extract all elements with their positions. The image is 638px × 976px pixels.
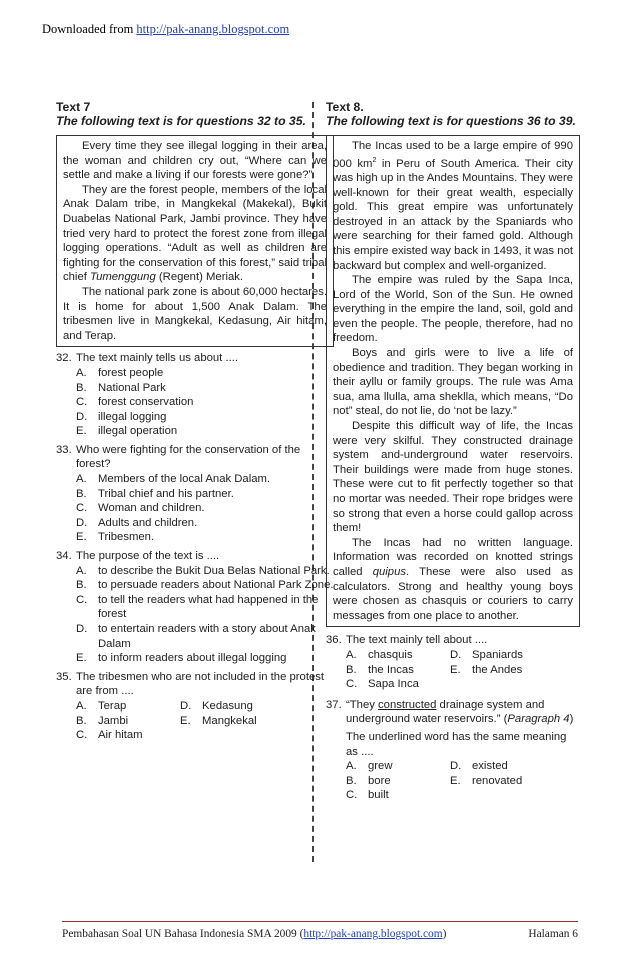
option[interactable]: C. Sapa Inca bbox=[346, 678, 419, 691]
options-33 bbox=[56, 472, 334, 545]
question-35: 35. The tribesmen who are not included in the protest are from .... A. Terap D. Kedasung B. Jambi E. Mangkekal C. Air hitam bbox=[56, 670, 334, 743]
option[interactable]: E. Tribesmen. bbox=[76, 531, 155, 544]
option[interactable]: A. Terap bbox=[76, 699, 127, 712]
option[interactable]: B. Tribal chief and his partner. bbox=[76, 487, 234, 500]
passage-paragraph: The Incas had no written language. Information was recorded on knotted strings called quipus. These were also used as calculators. Strong and healthy young boys were chosen as chasquis or couriers to carry messages from one place to another. bbox=[333, 536, 573, 622]
option[interactable]: A. Members of the local Anak Dalam. bbox=[76, 473, 271, 486]
option[interactable]: A. chasquis bbox=[346, 648, 413, 661]
question-stem: The text mainly tell about .... bbox=[346, 634, 488, 647]
option[interactable]: B. bore bbox=[346, 774, 391, 787]
left-column bbox=[56, 100, 334, 743]
question-32: 32. The text mainly tells us about .... A. forest people B. National Park C. forest conservation D. illegal logging E. illegal operation bbox=[56, 351, 334, 439]
question-33: 33. Who were fighting for the conservation of the forest? A. Members of the local Anak Dalam. B. Tribal chief and his partner. C. Woman and children. D. Adults and children. E. Tribesmen. bbox=[56, 443, 334, 545]
option[interactable]: B. Jambi bbox=[76, 714, 129, 727]
right-column bbox=[326, 100, 580, 803]
option[interactable]: B. to persuade readers about National Park Zone. bbox=[76, 579, 334, 592]
option[interactable]: A. forest people bbox=[76, 366, 164, 379]
options-35 bbox=[56, 699, 334, 743]
option[interactable]: B. the Incas bbox=[346, 663, 414, 676]
option[interactable]: A. grew bbox=[346, 760, 393, 773]
question-stem: Who were fighting for the conservation of the forest? bbox=[76, 443, 301, 471]
page-footer bbox=[62, 921, 578, 940]
text8-instruction: The following text is for questions 36 to 39. bbox=[326, 114, 576, 128]
option[interactable]: D. Spaniards bbox=[450, 648, 523, 661]
passage-paragraph: Despite this difficult way of life, the Incas were very skilful. They constructed drainage system and-underground water reservoirs. Their buildings were made from huge stones. These were cut to fit perfectly together so that no mortar was needed. Their rope bridges were so strong that even a horse could gallop across them! bbox=[333, 420, 573, 535]
option[interactable]: E. to inform readers about illegal logging bbox=[76, 652, 287, 665]
options-32 bbox=[56, 366, 334, 439]
question-prompt: The underlined word has the same meaning as .... bbox=[346, 730, 567, 758]
text8-title: Text 8. bbox=[326, 100, 364, 114]
option[interactable]: D. to entertain readers with a story about Anak Dalam bbox=[76, 623, 316, 650]
download-prefix: Downloaded from bbox=[42, 22, 137, 36]
question-stem: The purpose of the text is .... bbox=[76, 550, 220, 563]
page-number: Halaman 6 bbox=[528, 928, 578, 940]
option[interactable]: D. Kedasung bbox=[180, 699, 253, 712]
option[interactable]: C. forest conservation bbox=[76, 396, 194, 409]
passage-paragraph: Boys and girls were to live a life of obedience and tradition. They began working in their ayllu or family groups. The rule was Ama sua, ama llulla, ama sheklla, which means, “Do not” steal, do not lie, do ‘not be lazy.” bbox=[333, 347, 573, 418]
option[interactable]: E. the Andes bbox=[450, 663, 523, 676]
question-36: 36. The text mainly tell about .... A. chasquis D. Spaniards B. the Incas E. the Andes C. Sapa Inca bbox=[326, 633, 580, 691]
option[interactable]: C. Woman and children. bbox=[76, 502, 205, 515]
download-link[interactable]: http://pak-anang.blogspot.com bbox=[136, 22, 290, 36]
question-stem: The text mainly tells us about .... bbox=[76, 352, 238, 365]
footer-link[interactable]: http://pak-anang.blogspot.com bbox=[303, 928, 443, 940]
option[interactable]: D. existed bbox=[450, 760, 508, 773]
option[interactable]: C. built bbox=[346, 789, 389, 802]
options-36 bbox=[326, 648, 580, 692]
passage-paragraph: They are the forest people, members of the local Anak Dalam tribe, in Mangkekal (Makekal), Bukit Duabelas National Park, Jambi province. They have tried very hard to protect the forest zone from illegal logging operations. “Adult as well as children are fighting for the conservation of this forest,” said tribal chief Tumenggung (Regent) Meriak. bbox=[63, 183, 327, 284]
passage-paragraph: The empire was ruled by the Sapa Inca, Lord of the World, Son of the Sun. He owned everything in the empire the land, soil, gold and even the people. The people, therefore, had no freedom. bbox=[333, 274, 573, 345]
passage-paragraph: Every time they see illegal logging in their area, the woman and children cry out, “Where can we settle and make a living if our forests were gone?” bbox=[63, 140, 327, 182]
option[interactable]: B. National Park bbox=[76, 381, 166, 394]
question-stem: “They constructed drainage system and underground water reservoirs.” (Paragraph 4) bbox=[346, 698, 574, 726]
text7-passage bbox=[56, 135, 334, 347]
option[interactable]: A. to describe the Bukit Dua Belas National Park. bbox=[76, 564, 330, 577]
text8-passage bbox=[326, 135, 580, 627]
passage-paragraph: The Incas used to be a large empire of 990 000 $km^2$ in Peru of South America. Their city was high up in the Andes Mountains. They were well-known for their great wealth, especially gold. This great empire was unfortunately destroyed in an attack by the Spaniards who were searching for their famed gold. Although this empire existed way back in 1493, it was not backward but complex and well-organized. bbox=[333, 140, 574, 272]
question-37: 37. “They constructed drainage system and underground water reservoirs.” (Paragraph 4) The underlined word has the same meaning as .... A. grew D. existed B. bore E. renovated C. built bbox=[326, 698, 580, 803]
option[interactable]: C. Air hitam bbox=[76, 729, 143, 742]
passage-paragraph: The national park zone is about 60,000 hectares. It is home for about 1,500 Anak Dalam. The tribesmen live in Mangkekal, Kedasung, Air hitam, and Terap. bbox=[63, 285, 327, 342]
option[interactable]: E. Mangkekal bbox=[180, 714, 257, 727]
text7-instruction: The following text is for questions 32 to 35. bbox=[56, 114, 306, 128]
question-stem: The tribesmen who are not included in the protest are from .... bbox=[76, 670, 325, 698]
option[interactable]: E. illegal operation bbox=[76, 425, 178, 438]
option[interactable]: D. Adults and children. bbox=[76, 516, 198, 529]
options-37 bbox=[326, 759, 580, 803]
option[interactable]: E. renovated bbox=[450, 774, 523, 787]
option[interactable]: C. to tell the readers what had happened in the forest bbox=[76, 593, 319, 621]
options-34 bbox=[56, 564, 334, 666]
underlined-word: constructed bbox=[378, 698, 437, 711]
option[interactable]: D. illegal logging bbox=[76, 410, 167, 423]
download-source-note bbox=[42, 22, 289, 37]
footer-source: Pembahasan Soal UN Bahasa Indonesia SMA 2009 (http://pak-anang.blogspot.com) bbox=[62, 928, 447, 940]
question-34: 34. The purpose of the text is .... A. to describe the Bukit Dua Belas National Park. B. to persuade readers about National Park Zone. C. to tell the readers what had happened in the forest D. to entertain readers with a story about Anak Dalam E. to inform readers about illegal logging bbox=[56, 550, 334, 665]
text7-title: Text 7 bbox=[56, 100, 91, 114]
